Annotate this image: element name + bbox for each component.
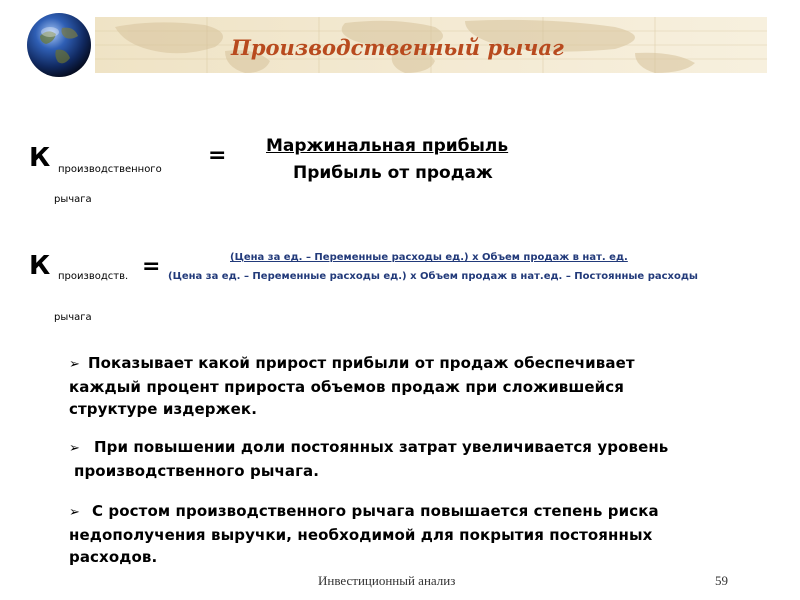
bullet-text-cont: каждый процент прироста объемов продаж при сложившейся [69, 378, 624, 396]
footer-label: Инвестиционный анализ [318, 573, 456, 588]
formula2-subscript-2: рычага [54, 312, 92, 323]
bullet-text-cont: производственного рычага. [74, 462, 320, 480]
formula2-equals: = [142, 254, 161, 279]
formula2-k: К [29, 251, 51, 281]
bullet-text-cont: недополучения выручки, необходимой для покрытия постоянных [69, 526, 653, 544]
arrow-bullet-icon: ➢ [69, 357, 80, 372]
arrow-bullet-icon: ➢ [69, 441, 80, 456]
formula2-subscript: производств. [58, 271, 129, 282]
bullet-text: Показывает какой прирост прибыли от продаж обеспечивает [88, 354, 635, 372]
bullet-item [69, 436, 668, 482]
formula1-k: К [29, 143, 51, 173]
formula2-numerator: (Цена за ед. – Переменные расходы ед.) х Объем продаж в нат. ед. [230, 252, 628, 263]
page-number: 59 [715, 573, 728, 588]
formula1-subscript-2: рычага [54, 194, 92, 205]
formula2-denominator: (Цена за ед. – Переменные расходы ед.) х Объем продаж в нат.ед. – Постоянные расходы [168, 271, 698, 282]
bullet-text-cont: расходов. [69, 548, 158, 566]
bullet-text: При повышении доли постоянных затрат увеличивается уровень [94, 438, 669, 456]
globe-icon [26, 12, 92, 78]
bullet-item [69, 352, 635, 420]
formula1-subscript: производственного [58, 164, 162, 175]
formula1-equals: = [208, 143, 227, 168]
arrow-bullet-icon: ➢ [69, 505, 80, 520]
bullet-text: С ростом производственного рычага повышается степень риска [92, 502, 659, 520]
bullet-item [69, 500, 659, 568]
slide-title: Производственный рычаг [231, 35, 564, 60]
formula1-numerator: Маржинальная прибыль [266, 136, 509, 156]
formula1-denominator: Прибыль от продаж [293, 163, 493, 183]
bullet-text-cont: структуре издержек. [69, 400, 258, 418]
